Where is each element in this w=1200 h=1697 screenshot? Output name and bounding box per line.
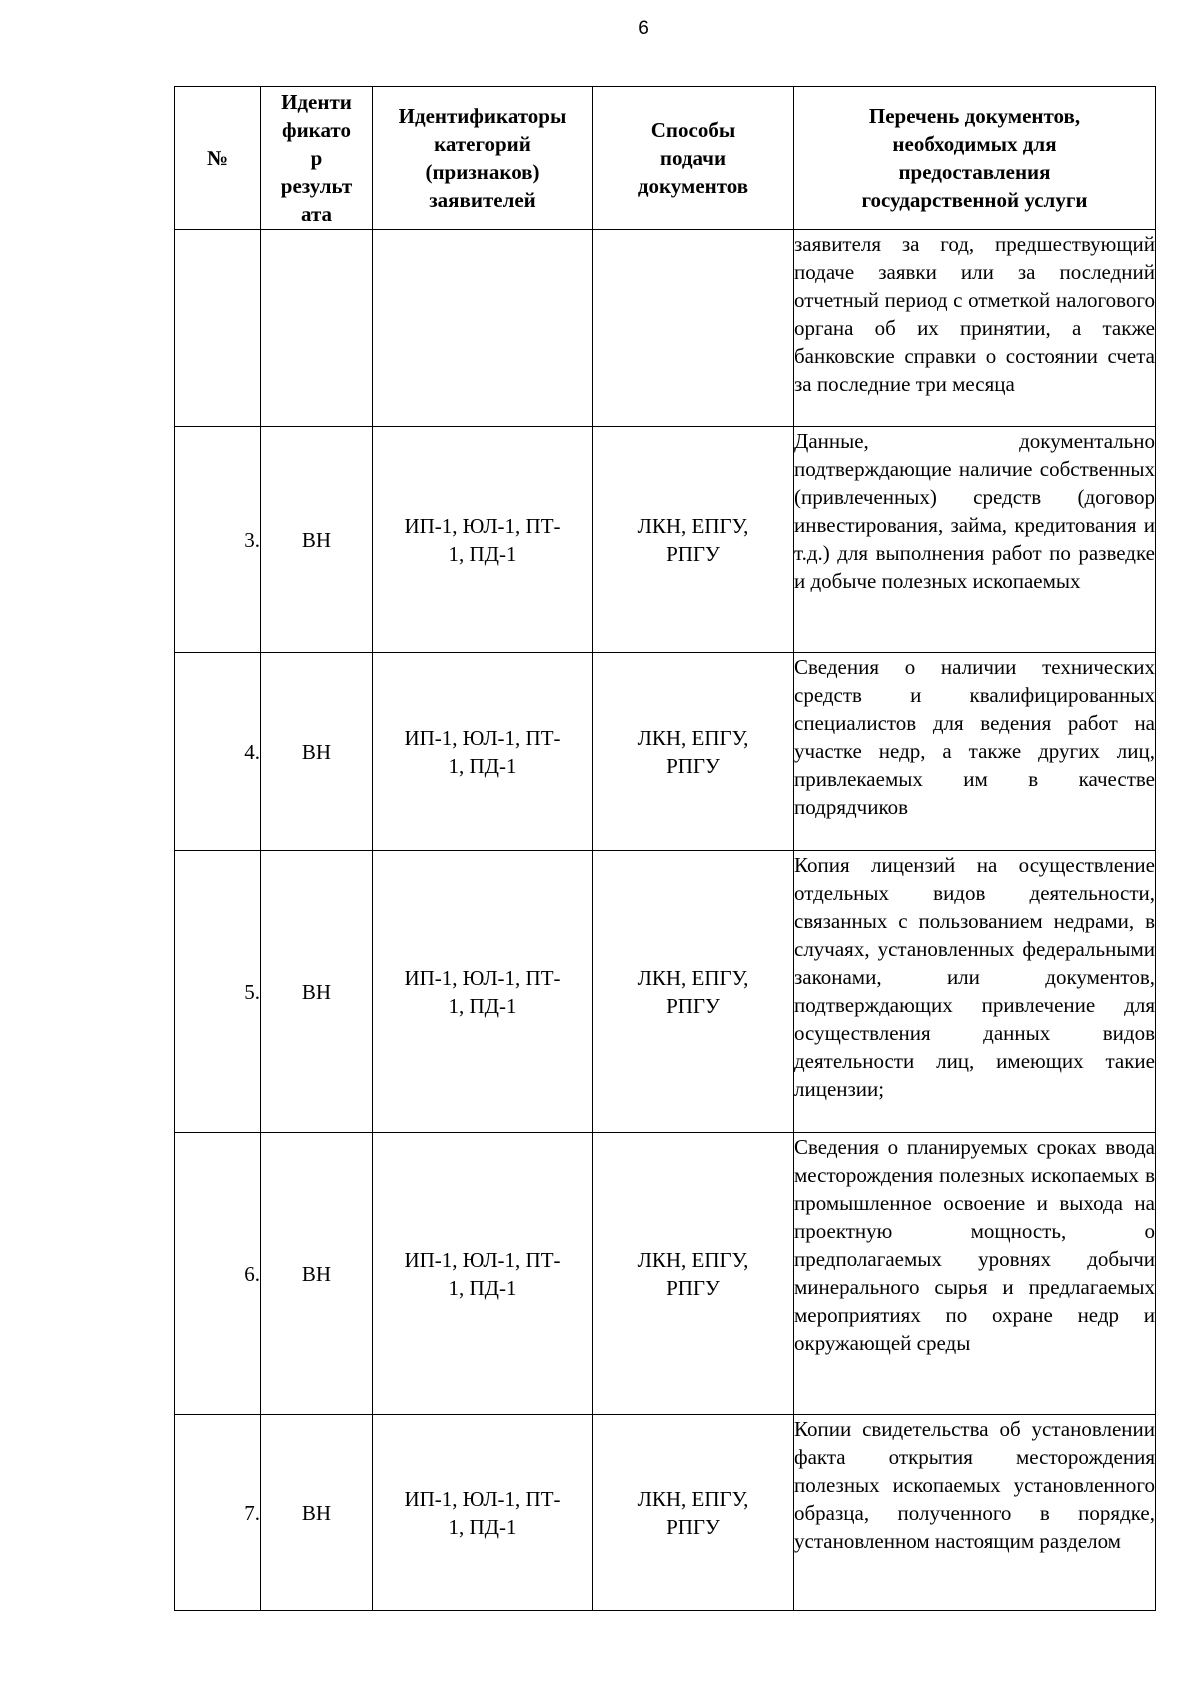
header-line: (признаков)	[425, 160, 540, 184]
header-number	[175, 87, 261, 230]
row-categories	[373, 427, 593, 653]
row-documents-text: Копия лицензий на осуществление отдельных видов деятельности, связанных с пользованием недрами, в случаях, установленных федеральными законами, или документов, подтверждающих привлечение для осуществления данных видов деятельности лиц, имеющих такие лицензии;	[794, 853, 1155, 1101]
row-number: 3.	[175, 427, 261, 653]
row-categories	[373, 1133, 593, 1415]
header-line: Идентификаторы	[398, 104, 567, 128]
table-row	[175, 653, 1156, 851]
header-result-id	[261, 87, 373, 230]
table-row	[175, 851, 1156, 1133]
row-documents	[794, 653, 1156, 851]
header-submission-ways	[593, 87, 794, 230]
row-categories	[373, 1415, 593, 1611]
row-result-id: ВН	[261, 427, 373, 653]
page-number: 6	[638, 18, 649, 39]
row-categories-line: ИП-1, ЮЛ-1, ПТ-	[404, 513, 561, 538]
row-documents	[794, 851, 1156, 1133]
table-row	[175, 230, 1156, 427]
row-submission-ways	[593, 1415, 794, 1611]
row-categories-line: ИП-1, ЮЛ-1, ПТ-	[404, 965, 561, 990]
row-result-id: ВН	[261, 851, 373, 1133]
documents-table	[174, 86, 1156, 1611]
header-line: предоставления	[898, 160, 1051, 184]
row-ways-line: ЛКН, ЕПГУ,	[637, 513, 749, 538]
row-categories-line: ИП-1, ЮЛ-1, ПТ-	[404, 1247, 561, 1272]
row-categories	[373, 851, 593, 1133]
header-line: ата	[300, 202, 333, 226]
row-documents-text: Сведения о наличии технических средств и квалифицированных специалистов для ведения работ на участке недр, а также других лиц, привлекаемых им в качестве подрядчиков	[794, 655, 1155, 819]
row-documents-text: Сведения о планируемых сроках ввода месторождения полезных ископаемых в промышленное освоение и выхода на проектную мощность, о предполагаемых уровнях добычи минерального сырья и предлагаемых мероприятиях по охране недр и окружающей среды	[794, 1135, 1155, 1355]
row-ways-line: РПГУ	[666, 1275, 720, 1300]
header-line: необходимых для	[892, 132, 1057, 156]
row-ways-line: ЛКН, ЕПГУ,	[637, 965, 749, 990]
row-submission-ways	[593, 851, 794, 1133]
row-categories-line: 1, ПД-1	[448, 1514, 517, 1539]
header-line: Перечень документов,	[868, 104, 1081, 128]
header-line: категорий	[434, 132, 531, 156]
header-line: документов	[637, 174, 749, 198]
row-documents-text: Копии свидетельства об установлении факта открытия месторождения полезных ископаемых установленного образца, полученного в порядке, установленном настоящим разделом	[794, 1417, 1155, 1553]
header-line: подачи	[659, 146, 727, 170]
header-line: заявителей	[429, 188, 536, 212]
row-categories-line: 1, ПД-1	[448, 1275, 517, 1300]
row-result-id: ВН	[261, 1133, 373, 1415]
row-categories-line: ИП-1, ЮЛ-1, ПТ-	[404, 725, 561, 750]
row-result-id	[261, 230, 373, 427]
row-documents	[794, 1415, 1156, 1611]
row-categories-line: ИП-1, ЮЛ-1, ПТ-	[404, 1486, 561, 1511]
row-number: 4.	[175, 653, 261, 851]
header-line: р	[310, 146, 323, 170]
row-result-id: ВН	[261, 653, 373, 851]
row-submission-ways	[593, 1133, 794, 1415]
row-documents	[794, 427, 1156, 653]
table-header-row	[175, 87, 1156, 230]
row-ways-line: ЛКН, ЕПГУ,	[637, 725, 749, 750]
table-row	[175, 427, 1156, 653]
row-number: 6.	[175, 1133, 261, 1415]
row-number: 5.	[175, 851, 261, 1133]
row-number: 7.	[175, 1415, 261, 1611]
header-line: Иденти	[281, 90, 352, 114]
row-categories	[373, 230, 593, 427]
row-categories	[373, 653, 593, 851]
row-ways-line: ЛКН, ЕПГУ,	[637, 1486, 749, 1511]
header-number-label: №	[206, 146, 229, 170]
row-ways-line: РПГУ	[666, 753, 720, 778]
row-submission-ways	[593, 653, 794, 851]
row-number	[175, 230, 261, 427]
row-categories-line: 1, ПД-1	[448, 993, 517, 1018]
header-line: результ	[280, 174, 353, 198]
row-submission-ways	[593, 230, 794, 427]
header-line: Способы	[650, 118, 736, 142]
row-ways-line: ЛКН, ЕПГУ,	[637, 1247, 749, 1272]
header-documents	[794, 87, 1156, 230]
row-categories-line: 1, ПД-1	[448, 541, 517, 566]
row-documents	[794, 1133, 1156, 1415]
table-row	[175, 1415, 1156, 1611]
row-result-id: ВН	[261, 1415, 373, 1611]
row-ways-line: РПГУ	[666, 541, 720, 566]
row-submission-ways	[593, 427, 794, 653]
row-documents-text: Данные, документально подтверждающие наличие собственных (привлеченных) средств (договор инвестирования, займа, кредитования и т.д.) для выполнения работ по разведке и добыче полезных ископаемых	[794, 429, 1155, 593]
row-categories-line: 1, ПД-1	[448, 753, 517, 778]
row-ways-line: РПГУ	[666, 1514, 720, 1539]
header-categories	[373, 87, 593, 230]
row-ways-line: РПГУ	[666, 993, 720, 1018]
table-row	[175, 1133, 1156, 1415]
row-documents-text: заявителя за год, предшествующий подаче заявки или за последний отчетный период с отметкой налогового органа об их принятии, а также банковские справки о состоянии счета за последние три месяца	[794, 232, 1155, 396]
row-documents	[794, 230, 1156, 427]
header-line: государственной услуги	[861, 188, 1088, 212]
header-line: фикато	[282, 118, 351, 142]
